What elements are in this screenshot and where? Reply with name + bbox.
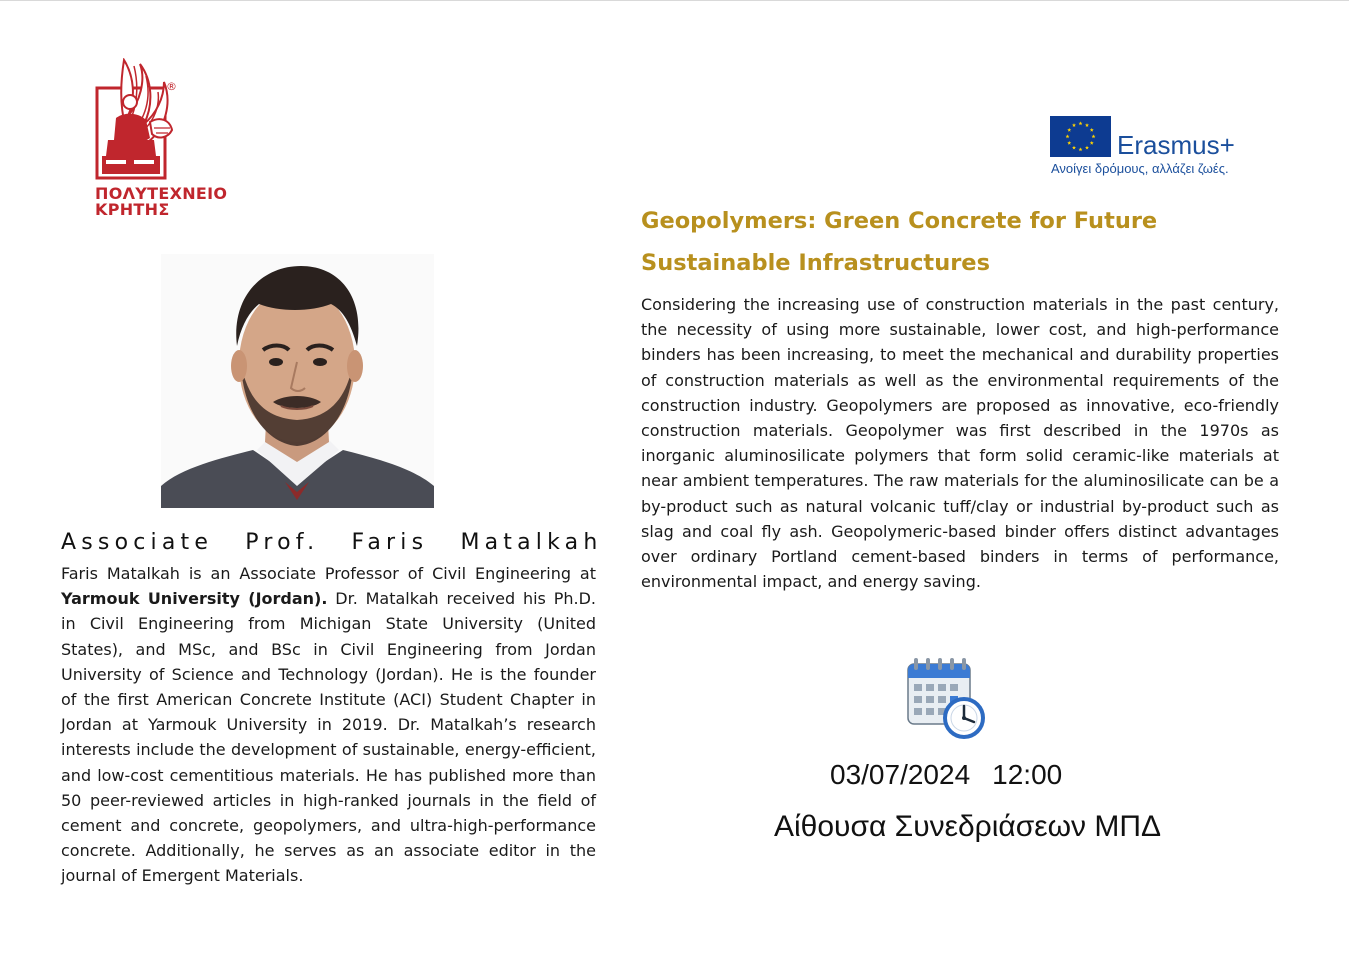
- event-time: 12:00: [992, 759, 1063, 790]
- event-datetime: [830, 757, 1062, 793]
- eu-flag-icon: [1050, 116, 1111, 157]
- registered-mark: ®: [166, 80, 177, 93]
- talk-title: Geopolymers: Green Concrete for Future Sustainable Infrastructures: [641, 208, 1158, 276]
- university-name-line1: ΠΟΛΥΤΕΧΝΕΙΟ: [95, 184, 228, 203]
- speaker-name: Associate Prof. Faris Matalkah: [61, 530, 603, 555]
- calendar-clock-icon: [904, 656, 986, 740]
- bio-rest: Dr. Matalkah received his Ph.D. in Civil Engineering from Michigan State University (United States), and MSc, and BSc in Civil Engineering from Jordan University of Science and Technology (Jordan). He is the founder of the first American Concrete Institute (ACI) Student Chapter in Jordan at Yarmouk University in 2019. Dr. Matalkah’s research interests include the development of sustainable, energy-efficient, and low-cost cementitious materials. He has published more than 50 peer-reviewed articles in high-ranked journals in the field of cement and concrete, geopolymers, and ultra-high-performance concrete. Additionally, he serves as an associate editor in the journal of Emergent Materials.: [61, 589, 596, 886]
- speaker-portrait: [161, 254, 434, 508]
- erasmus-wordmark: Erasmus+: [1117, 130, 1235, 160]
- top-rule: [0, 0, 1349, 1]
- erasmus-logo: [1050, 115, 1270, 185]
- talk-abstract: Considering the increasing use of construction materials in the past century, the necessity of using more sustainable, lower cost, and high-performance binders has been increasing, to meet the mechanical and durability properties of construction materials as well as the environmental requirements of the construction industry. Geopolymers are proposed as innovative, eco-friendly construction materials. Geopolymer was first described in the 1970s as inorganic aluminosilicate polymers that form solid ceramic-like materials at near ambient temperatures. The raw materials for the aluminosilicate can be a by-product such as natural volcanic tuff/clay or industrial by-product such as slag and coal fly ash. Geopolymeric-based binder offers distinct advantages over ordinary Portland cement-based binders in terms of performance, environmental impact, and energy saving.: [641, 295, 1279, 592]
- university-emblem-icon: [94, 58, 186, 180]
- speaker-photo: [161, 254, 434, 508]
- event-date: 03/07/2024: [830, 759, 971, 790]
- erasmus-tagline: Ανοίγει δρόμους, αλλάζει ζωές.: [1051, 161, 1229, 176]
- university-logo: [92, 58, 252, 228]
- university-name-line2: ΚΡΗΤΗΣ: [95, 200, 170, 219]
- bio-intro: Faris Matalkah is an Associate Professor of Civil Engineering at: [61, 564, 596, 583]
- speaker-bio: [61, 561, 596, 889]
- event-venue: Αίθουσα Συνεδριάσεων ΜΠΔ: [774, 810, 1162, 843]
- bio-affiliation: Yarmouk University (Jordan).: [61, 589, 328, 609]
- university-name: [95, 186, 227, 218]
